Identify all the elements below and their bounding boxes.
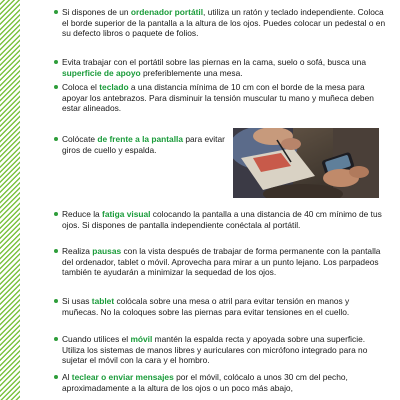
bullet-icon [54,212,58,216]
bullet-icon [54,249,58,253]
keyword: superficie de apoyo [62,67,141,78]
list-item: Al teclear o enviar mensajes por el móvil, colócalo a unos 30 cm del pecho, aproximadamente a la altura de los ojos o un poco más abajo, [62,372,386,393]
bullet-icon [54,299,58,303]
bullet-icon [54,10,58,14]
keyword: de frente a la pantalla [97,134,184,144]
keyword: móvil [130,334,153,344]
keyword: teclear o enviar mensajes [71,372,174,382]
list-item: Reduce la fatiga visual colocando la pantalla a una distancia de 40 cm mínimo de tus ojos. Si dispones de pantalla independiente conéctala al portátil. [62,209,386,230]
list-item: Realiza pausas con la vista después de trabajar de forma permanente con la pantalla del ordenador, tablet o móvil. Aprovecha para mirar a un punto lejano. Los parpadeos también te ayudarán a minimizar la sequedad de los ojos. [62,246,386,278]
list-item: Cuando utilices el móvil mantén la espalda recta y apoyada sobre una superficie. Utiliza los sistemas de manos libres y auriculares con micrófono integrado para no sujetar el móvil con la cara y el hombro. [62,334,386,366]
bullet-icon [54,337,58,341]
list-item: Evita trabajar con el portátil sobre las piernas en la cama, suelo o sofá, busca una superficie de apoyo preferiblemente una mesa. [62,57,386,78]
keyword: tablet [91,296,115,306]
keyword: fatiga visual [102,209,151,219]
list-item: Colócate de frente a la pantalla para evitar giros de cuello y espalda. [62,134,226,155]
bullet-icon [54,375,58,379]
bullet-icon [54,60,58,64]
list-item: Si dispones de un ordenador portátil, utiliza un ratón y teclado independiente. Coloca el borde superior de la pantalla a la altura de los ojos. Puedes colocar un pedestal o en su defecto libros o paquete de folios. [62,7,386,39]
bullet-icon [54,85,58,89]
bullet-icon [54,137,58,141]
list-item: Si usas tablet colócala sobre una mesa o atril para evitar tensión en manos y muñecas. No la coloques sobre las piernas para evitar tensiones en el cuello. [62,296,386,317]
list-item: Coloca el teclado a una distancia mínima de 10 cm con el borde de la mesa para apoyar los antebrazos. Para disminuir la tensión muscular tu mano y muñeca deben estar alineados. [62,82,386,114]
person-writing-with-phone-photo [233,128,379,198]
keyword: pausas [92,246,122,256]
keyword: ordenador portátil [130,7,204,17]
keyword: teclado [99,82,129,92]
